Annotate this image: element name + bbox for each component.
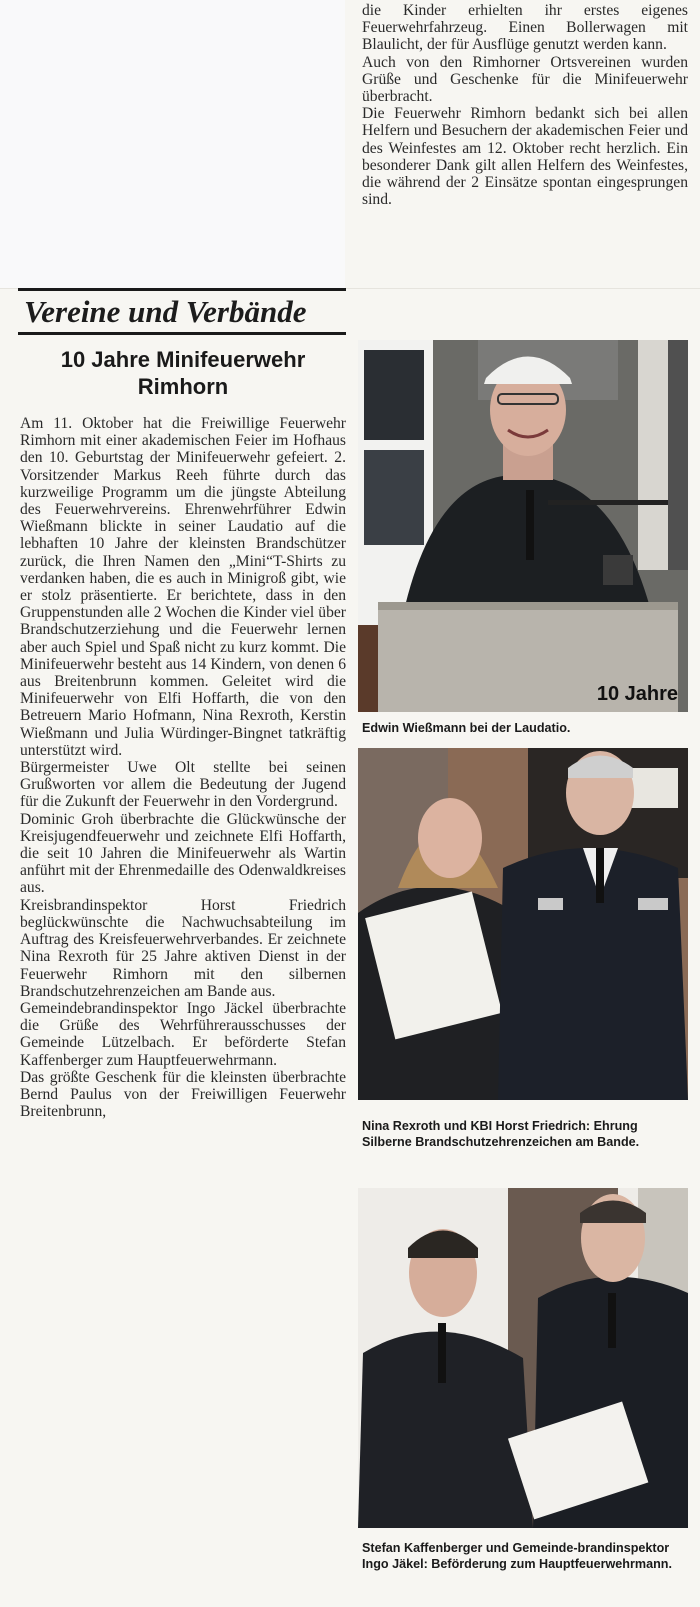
photo-caption: Edwin Wießmann bei der Laudatio. [362, 721, 571, 735]
photo-edwin-wiessmann [358, 340, 688, 712]
photo-image [358, 1188, 688, 1528]
photo-caption: Nina Rexroth und KBI Horst Friedrich: Ehrung Silberne Brandschutzehrenzeichen am Bande. [362, 1119, 640, 1149]
paragraph: Das größte Geschenk für die kleinsten überbrachte Bernd Paulus von der Freiwilligen Feuerwehr Breitenbrunn, [20, 1068, 346, 1121]
blank-margin-area [0, 0, 345, 288]
paragraph: Kreisbrandinspektor Horst Friedrich beglückwünschte die Nachwuchsabteilung im Auftrag des Kreisfeuerwehrverbandes. Er zeichnete Nina Rexroth für 25 Jahre aktiven Dienst in der Feuerwehr Rimhorn mit den silbernen Brandschutzehrenzeichen am Bande aus. [20, 896, 346, 1000]
paragraph: Auch von den Rimhorner Ortsvereinen wurden Grüße und Geschenke für die Minifeuerwehr überbracht. [362, 53, 688, 106]
section-rule [18, 332, 346, 335]
headline-line: Rimhorn [137, 374, 229, 399]
article-body [20, 415, 346, 1120]
photo-label: 10 Jahre [596, 683, 678, 705]
right-column-text [362, 2, 688, 208]
section-rule [18, 288, 346, 291]
photo-stefan-kaffenberger-ingo-jaekel [358, 1188, 688, 1528]
paragraph: Am 11. Oktober hat die Freiwillige Feuerwehr Rimhorn mit einer akademischen Feier im Hofhaus den 10. Geburtstag der Minifeuerwehr gefeiert. 2. Vorsitzender Markus Reeh führte durch das kurzweilige Programm um die jüngste Abteilung des Feuerwehrvereins. Ehrenwehrführer Edwin Wießmann blickte in seiner Laudatio auf die lebhaften 10 Jahre der kleinsten Brandschützer zurück, die Ihren Namen den „Mini“T-Shirts zu verdanken haben, die es auch in Minigroß gibt, wie er stolz präsentierte. Er berichtete, dass in den Gruppenstunden alle 2 Wochen die Kinder viel über Brandschutzerziehung und die Feuerwehr lernen aber auch Spiel und Spaß nicht zu kurz kommt. Die Minifeuerwehr besteht aus 14 Kindern, von denen 6 aus Breitenbrunn kommen. Geleitet wird die Minifeuerwehr von Elfi Hoffarth, die von den Betreuern Mario Hofmann, Nina Rexroth, Kerstin Wießmann und Julia Würdinger-Bingnet tatkräftig unterstützt wird. [20, 415, 346, 759]
paragraph: Dominic Groh überbrachte die Glückwünsche der Kreisjugendfeuerwehr und zeichnete Elfi Hoffarth, die seit 10 Jahren die Minifeuerwehr als Wartin anführt mit der Ehrenmedaille des Odenwaldkreises aus. [20, 810, 346, 897]
article-headline [20, 346, 346, 400]
photo-image [358, 748, 688, 1100]
section-title: Vereine und Verbände [24, 294, 307, 329]
paragraph: Gemeindebrandinspektor Ingo Jäckel überbrachte die Grüße des Wehrführerausschusses der Gemeinde Lützelbach. Er beförderte Stefan Kaffenberger zum Hauptfeuerwehrmann. [20, 999, 346, 1069]
photo-nina-rexroth-horst-friedrich [358, 748, 688, 1100]
headline-line: 10 Jahre Minifeuerwehr [60, 347, 306, 372]
paragraph: Bürgermeister Uwe Olt stellte bei seinen Grußworten vor allem die Bedeutung der Jugend für die Zukunft der Feuerwehr in den Vordergrund. [20, 759, 346, 811]
photo-image [358, 340, 688, 712]
paragraph: die Kinder erhielten ihr erstes eigenes Feuerwehrfahrzeug. Einen Bollerwagen mit Blaulicht, der für Ausflüge genutzt werden kann. [362, 2, 688, 54]
paragraph: Die Feuerwehr Rimhorn bedankt sich bei allen Helfern und Besuchern der akademischen Feier und des Weinfestes am 12. Oktober recht herzlich. Ein besonderer Dank gilt allen Helfern des Weinfestes, die während der 2 Einsätze spontan eingesprungen sind. [362, 105, 688, 209]
section-header [18, 288, 346, 335]
photo-caption: Stefan Kaffenberger und Gemeinde-brandinspektor Ingo Jäkel: Beförderung zum Hauptfeuerwehrmann. [362, 1541, 672, 1571]
